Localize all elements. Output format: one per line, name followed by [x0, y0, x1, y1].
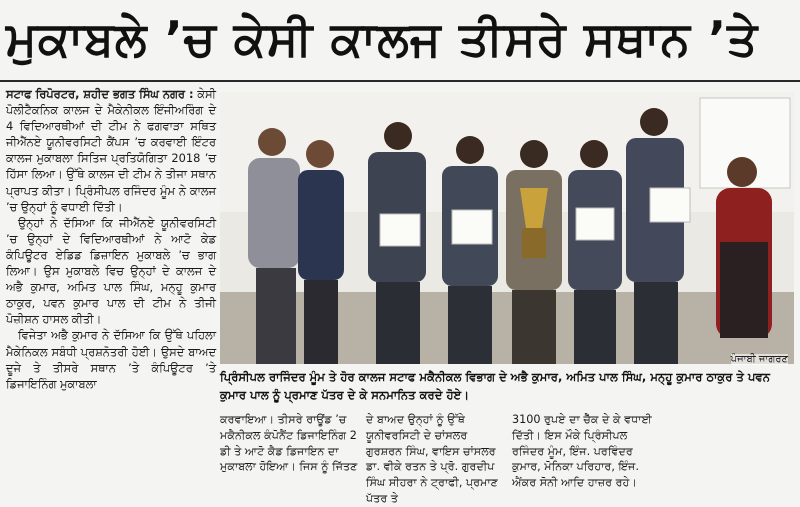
bottom-column-2: ਦੇ ਬਾਅਦ ਉਨ੍ਹਾਂ ਨੂੰ ਉੱਥੇ ਯੂਨੀਵਰਸਿਟੀ ਦੇ ਚਾਂਸਲਰ ਗੁਰਸ਼ਰਨ ਸਿੰਘ, ਵਾਇਸ ਚਾਂਸਲਰ ਡਾ. ਵੀਕੇ ਰਤਨ ਤੇ ਪ੍ਰੋ. ਗੁਰਦੀਪ ਸਿੰਘ ਸੀਹਰਾ ਨੇ ਟ੍ਰਾਫੀ, ਪ੍ਰਮਾਣ ਪੱਤਰ ਤੇ — [366, 413, 498, 505]
news-photo — [220, 92, 794, 364]
bottom-column-1: ਕਰਵਾਇਆ। ਤੀਸਰੇ ਰਾਊਂਡ ’ਚ ਮਕੈਨੀਕਲ ਕੰਪੋਨੈਂਟ ਡਿਜਾਇਨਿੰਗ 2 ਡੀ ਤੇ ਆਟੋ ਕੈਡ ਡਿਜਾਇਨ ਦਾ ਮੁਕਾਬਲਾ ਹੋਇਆ। ਜਿਸ ਨੂੰ ਜਿੱਤਣ — [220, 413, 358, 474]
headline-rule — [0, 80, 800, 82]
photo-illustration — [220, 92, 794, 364]
article-paragraph-1 — [6, 86, 216, 215]
bottom-column-3: 3100 ਰੁਪਏ ਦਾ ਚੈੱਕ ਦੇ ਕੇ ਵਧਾਈ ਦਿੱਤੀ। ਇਸ ਮੌਕੇ ਪ੍ਰਿੰਸੀਪਲ ਰਜਿੰਦਰ ਮੂੰਮ, ਇੰਜ. ਪਰਵਿੰਦਰ ਕੁਮਾਰ, ਮੋਨਿਕਾ ਪਰਿਹਾਰ, ਇੰਜ. ਐਂਕਰ ਸੋਨੀ ਆਦਿ ਹਾਜ਼ਰ ਰਹੇ। — [512, 413, 652, 490]
headline: ਮੁਕਾਬਲੇ ’ਚ ਕੇਸੀ ਕਾਲਜ ਤੀਸਰੇ ਸਥਾਨ ’ਤੇ — [6, 12, 759, 67]
article-paragraph-3: ਵਿਜੇਤਾ ਅਭੈ ਕੁਮਾਰ ਨੇ ਦੱਸਿਆ ਕਿ ਉੱਥੇ ਪਹਿਲਾ ਮੈਕੇਨਿਕਲ ਸਬੰਧੀ ਪ੍ਰਸ਼ਨੋਤਰੀ ਹੋਈ। ਉਸਦੇ ਬਾਅਦ ਦੂਜੇ ਤੇ ਤੀਸਰੇ ਸਥਾਨ ’ਤੇ ਕੰਪਿਊਟਰ ’ਤੇ ਡਿਜਾਇਨਿੰਗ ਮੁਕਾਬਲਾ — [6, 328, 216, 391]
paragraph-1-text: ਕੇਸੀ ਪੋਲੀਟੈਕਨਿਕ ਕਾਲਜ ਦੇ ਮੈਕੇਨੀਕਲ ਇੰਜੀਅਰਿੰਗ ਦੇ 4 ਵਿਦਿਆਰਥੀਆਂ ਦੀ ਟੀਮ ਨੇ ਫਗਵਾੜਾ ਸਥਿਤ ਜੀਐੱਨਏ ਯੂਨੀਵਰਸਿਟੀ ਕੈਂਪਸ ’ਚ ਕਰਵਾਈ ਇੰਟਰ ਕਾਲਜ ਮੁਕਾਬਲਾ ਸਿਤਿਜ ਪ੍ਰਤਿਯੋਗਿਤਾ 2018 ’ਚ ਹਿੱਸਾ ਲਿਆ। ਉੱਥੇ ਕਾਲਜ ਦੀ ਟੀਮ ਨੇ ਤੀਜਾ ਸਥਾਨ ਪ੍ਰਾਪਤ ਕੀਤਾ। ਪ੍ਰਿੰਸੀਪਲ ਰਜਿੰਦਰ ਮੂੰਮ ਨੇ ਕਾਲਜ ’ਚ ਉਨ੍ਹਾਂ ਨੂੰ ਵਧਾਈ ਦਿੱਤੀ। — [6, 87, 216, 214]
photo-caption: ਪ੍ਰਿੰਸੀਪਲ ਰਾਜਿੰਦਰ ਮੂੰਮ ਤੇ ਹੋਰ ਕਾਲਜ ਸਟਾਫ ਮਕੈਨੀਕਲ ਵਿਭਾਗ ਦੇ ਅਭੈ ਕੁਮਾਰ, ਅਮਿਤ ਪਾਲ ਸਿੰਘ, ਮਨ੍ਹੂ ਕੁਮਾਰ ਠਾਕੁਰ ਤੇ ਪਵਨ ਕੁਮਾਰ ਪਾਲ ਨੂੰ ਪ੍ਰਮਾਣ ਪੱਤਰ ਦੇ ਕੇ ਸਨਮਾਨਿਤ ਕਰਦੇ ਹੋਏ। — [220, 370, 770, 402]
photo-credit: ਪੰਜਾਬੀ ਜਾਗਰਣ — [730, 354, 788, 365]
byline: ਸਟਾਫ ਰਿਪੋਰਟਰ, ਸ਼ਹੀਦ ਭਗਤ ਸਿੰਘ ਨਗਰ : — [6, 87, 194, 101]
article-paragraph-2: ਉਨ੍ਹਾਂ ਨੇ ਦੱਸਿਆ ਕਿ ਜੀਐੱਨਏ ਯੂਨੀਵਰਸਿਟੀ ’ਚ ਉਨ੍ਹਾਂ ਦੇ ਵਿਦਿਆਰਥੀਆਂ ਨੇ ਆਟੋ ਕੇਡ ਕੰਪਿਊਟਰ ਏਡਿਡ ਡਿਜ਼ਾਇਨ ਮੁਕਾਬਲੇ ’ਚ ਭਾਗ ਲਿਆ। ਉਸ ਮੁਕਾਬਲੇ ਵਿਚ ਉਨ੍ਹਾਂ ਦੇ ਕਾਲਜ ਦੇ ਅਭੈ ਕੁਮਾਰ, ਅਮਿਤ ਪਾਲ ਸਿੰਘ, ਮਨ੍ਹੂ ਕੁਮਾਰ ਠਾਕੁਰ, ਪਵਨ ਕੁਮਾਰ ਪਾਲ ਦੀ ਟੀਮ ਨੇ ਤੀਜੀ ਪੋਜ਼ੀਸ਼ਨ ਹਾਸਲ ਕੀਤੀ। — [6, 215, 216, 327]
article-bottom-columns — [220, 412, 794, 505]
article-left-column — [6, 86, 216, 496]
